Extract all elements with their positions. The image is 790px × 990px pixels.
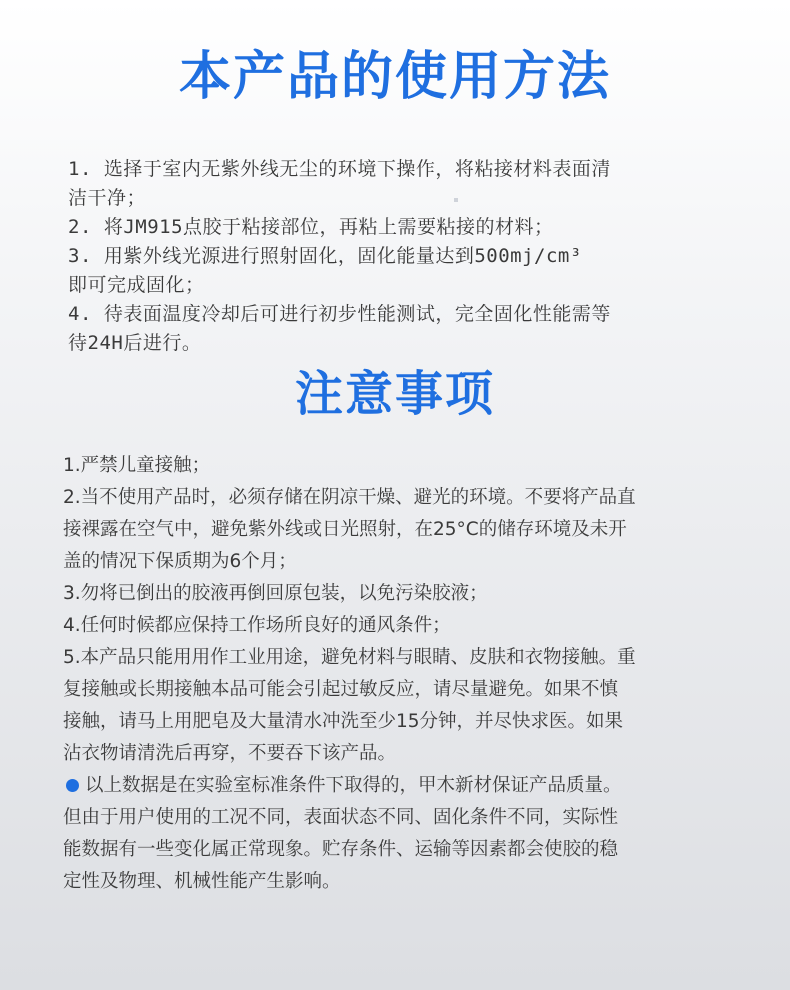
notes-title: 注意事项 <box>294 366 495 422</box>
usage-line: 4. 待表面温度冷却后可进行初步性能测试，完全固化性能需等 <box>68 303 611 325</box>
usage-title: 本产品的使用方法 <box>178 47 611 107</box>
notes-line: 沾衣物请清洗后再穿，不要吞下该产品。 <box>63 743 397 764</box>
usage-line: 洁干净； <box>68 187 147 209</box>
notes-line: 复接触或长期接触本品可能会引起过敏反应，请尽量避免。如果不慎 <box>63 679 619 700</box>
usage-steps <box>68 155 773 358</box>
usage-line: 1. 选择于室内无紫外线无尘的环境下操作，将粘接材料表面清 <box>68 158 611 180</box>
disclaimer-line: 定性及物理、机械性能产生影响。 <box>63 871 341 892</box>
bullet-dot-icon <box>66 779 79 792</box>
usage-line: 2. 将JM915点胶于粘接部位，再粘上需要粘接的材料； <box>68 216 554 238</box>
notes-line: 2.当不使用产品时，必须存储在阴凉干燥、避光的环境。不要将产品直 <box>63 487 636 508</box>
usage-line: 待24H后进行。 <box>68 332 202 354</box>
notes-line: 1.严禁儿童接触； <box>63 455 211 476</box>
notes-list <box>63 450 775 898</box>
disclaimer-line: 能数据有一些变化属正常现象。贮存条件、运输等因素都会使胶的稳 <box>63 839 619 860</box>
notes-line: 接触，请马上用肥皂及大量清水冲洗至少15分钟，并尽快求医。如果 <box>63 711 624 732</box>
notes-line: 盖的情况下保质期为6个月； <box>63 551 297 572</box>
decorative-speck <box>454 198 458 202</box>
notes-line: 接裸露在空气中，避免紫外线或日光照射，在25°C的储存环境及未开 <box>63 519 627 540</box>
disclaimer-line: 但由于用户使用的工况不同，表面状态不同、固化条件不同，实际性 <box>63 807 619 828</box>
notes-line: 5.本产品只能用用作工业用途，避免材料与眼睛、皮肤和衣物接触。重 <box>63 647 636 668</box>
disclaimer-line <box>63 770 775 802</box>
usage-line: 3. 用紫外线光源进行照射固化，固化能量达到500mj/cm³ <box>68 245 582 267</box>
usage-line: 即可完成固化； <box>68 274 205 296</box>
notes-line: 4.任何时候都应保持工作场所良好的通风条件； <box>63 615 451 636</box>
disclaimer-text: 以上数据是在实验室标准条件下取得的，甲木新材保证产品质量。 <box>85 775 622 796</box>
notes-line: 3.勿将已倒出的胶液再倒回原包装，以免污染胶液； <box>63 583 488 604</box>
